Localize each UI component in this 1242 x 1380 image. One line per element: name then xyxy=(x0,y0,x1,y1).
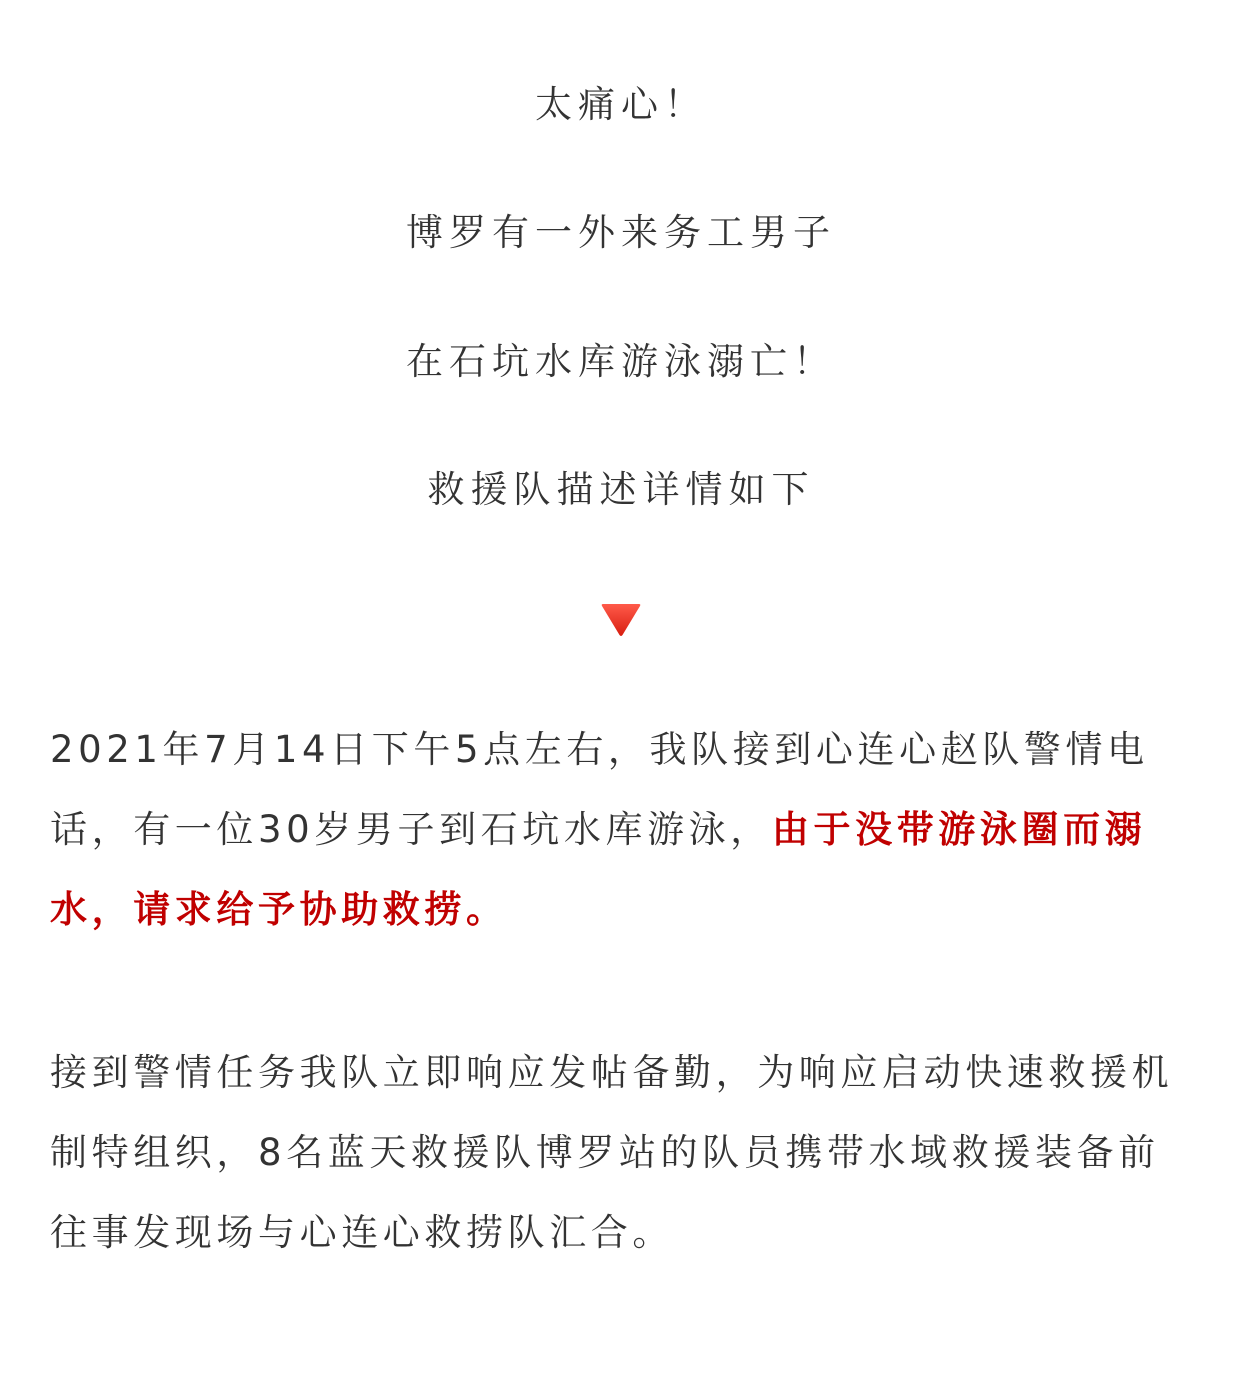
down-arrow-container xyxy=(0,600,1242,640)
headline-line-2: 博罗有一外来务工男子 xyxy=(406,211,836,254)
paragraph-2: 接到警情任务我队立即响应发帖备勤，为响应启动快速救援机制特组织，8名蓝天救援队博罗站的队员携带水域救援装备前往事发现场与心连心救捞队汇合。 xyxy=(50,1051,1174,1254)
headline-line-4: 救援队描述详情如下 xyxy=(427,468,815,511)
headline-line-1: 太痛心！ xyxy=(535,83,707,126)
red-down-triangle-icon xyxy=(600,600,642,638)
paragraph-1 xyxy=(50,710,1192,950)
headline-line-3: 在石坑水库游泳溺亡！ xyxy=(406,340,836,383)
paragraph-1-highlight: 由于没带游泳圈而溺水，请求给予协助救捞。 xyxy=(50,808,1147,931)
paragraph-1-text: 2021年7月14日下午5点左右，我队接到心连心赵队警情电话，有一位30岁男子到石坑水库游泳， xyxy=(50,728,1149,851)
